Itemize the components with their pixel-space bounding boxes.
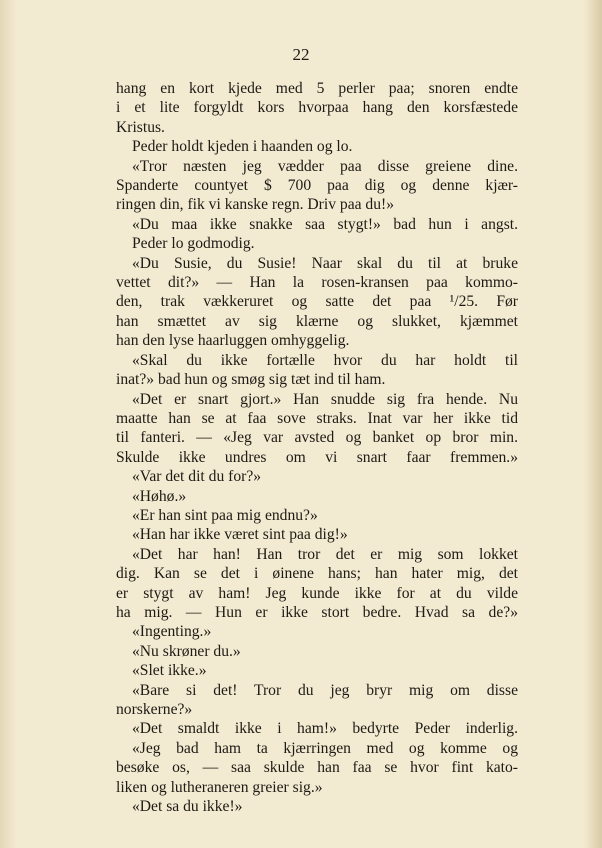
text-line: «Høhø.» (132, 487, 187, 505)
text-line: «Det er snart gjort.» Han snudde sig fra hende. Nu (132, 390, 518, 408)
page-left-edge-shadow (0, 0, 16, 848)
text-line: «Jeg bad ham ta kjærringen med og komme og (132, 739, 518, 757)
text-line: Kristus. (116, 118, 165, 136)
text-line: den, trak vækkeruret og satte det paa ¹/25. Før (116, 293, 518, 311)
text-line: inat?» bad hun og smøg sig tæt ind til ham. (116, 371, 386, 389)
page-right-edge-shadow (584, 0, 602, 848)
text-line: han den lyse haarluggen omhyggelig. (116, 332, 350, 350)
text-line: «Det har han! Han tror det er mig som lokket (132, 545, 518, 563)
text-line: «Du Susie, du Susie! Naar skal du til at bruke (132, 254, 518, 272)
text-line: «Nu skrøner du.» (132, 642, 241, 660)
text-line: vettet dit?» — Han la rosen-kransen paa kommo- (116, 274, 518, 292)
text-line: «Det sa du ikke!» (132, 798, 243, 816)
text-line: «Er han sint paa mig endnu?» (132, 506, 318, 524)
text-line: i et lite forgyldt kors hvorpaa hang den korsfæstede (116, 99, 518, 117)
text-line: besøke os, — saa skulde han faa se hvor fint kato- (116, 759, 518, 777)
text-line: Spanderte countyet $ 700 paa dig og denne kjær- (116, 177, 518, 195)
text-line: norskerne?» (116, 701, 193, 718)
text-line: er stygt av ham! Jeg kunde ikke for at du vilde (116, 584, 518, 602)
text-line: «Var det dit du for?» (132, 468, 262, 486)
text-line: «Du maa ikke snakke saa stygt!» bad hun i angst. (132, 215, 518, 233)
text-line: han smættet av sig klærne og slukket, kjæmmet (116, 312, 518, 330)
text-line: «Ingenting.» (132, 623, 212, 641)
text-line: Peder holdt kjeden i haanden og lo. (132, 138, 353, 156)
text-line: «Det smaldt ikke i ham!» bedyrte Peder inderlig. (132, 720, 518, 738)
text-line: «Tror næsten jeg vædder paa disse greiene dine. (132, 157, 518, 175)
body-text (116, 79, 518, 816)
text-line: ringen din, fik vi kanske regn. Driv paa du!» (116, 196, 395, 214)
text-line: Peder lo godmodig. (132, 235, 255, 253)
text-line: «Slet ikke.» (132, 662, 207, 680)
text-line: Skulde ikke undres om vi snart faar fremmen.» (116, 448, 518, 466)
page-number: 22 (292, 45, 310, 64)
text-line: maatte han se at faa sove straks. Inat var her ikke tid (116, 409, 518, 427)
text-line: «Skal du ikke fortælle hvor du har holdt til (132, 351, 518, 369)
text-line: «Han har ikke været sint paa dig!» (132, 526, 348, 544)
text-line: hang en kort kjede med 5 perler paa; snoren endte (116, 80, 518, 97)
text-line: dig. Kan se det i øinene hans; han hater mig, det (116, 565, 518, 583)
text-line: til fanteri. — «Jeg var avsted og banket op bror min. (116, 429, 518, 447)
text-line: liken og lutheraneren greier sig.» (116, 778, 323, 796)
text-line: ha mig. — Hun er ikke stort bedre. Hvad sa de?» (116, 603, 518, 621)
text-line: «Bare si det! Tror du jeg bryr mig om disse (132, 681, 518, 699)
